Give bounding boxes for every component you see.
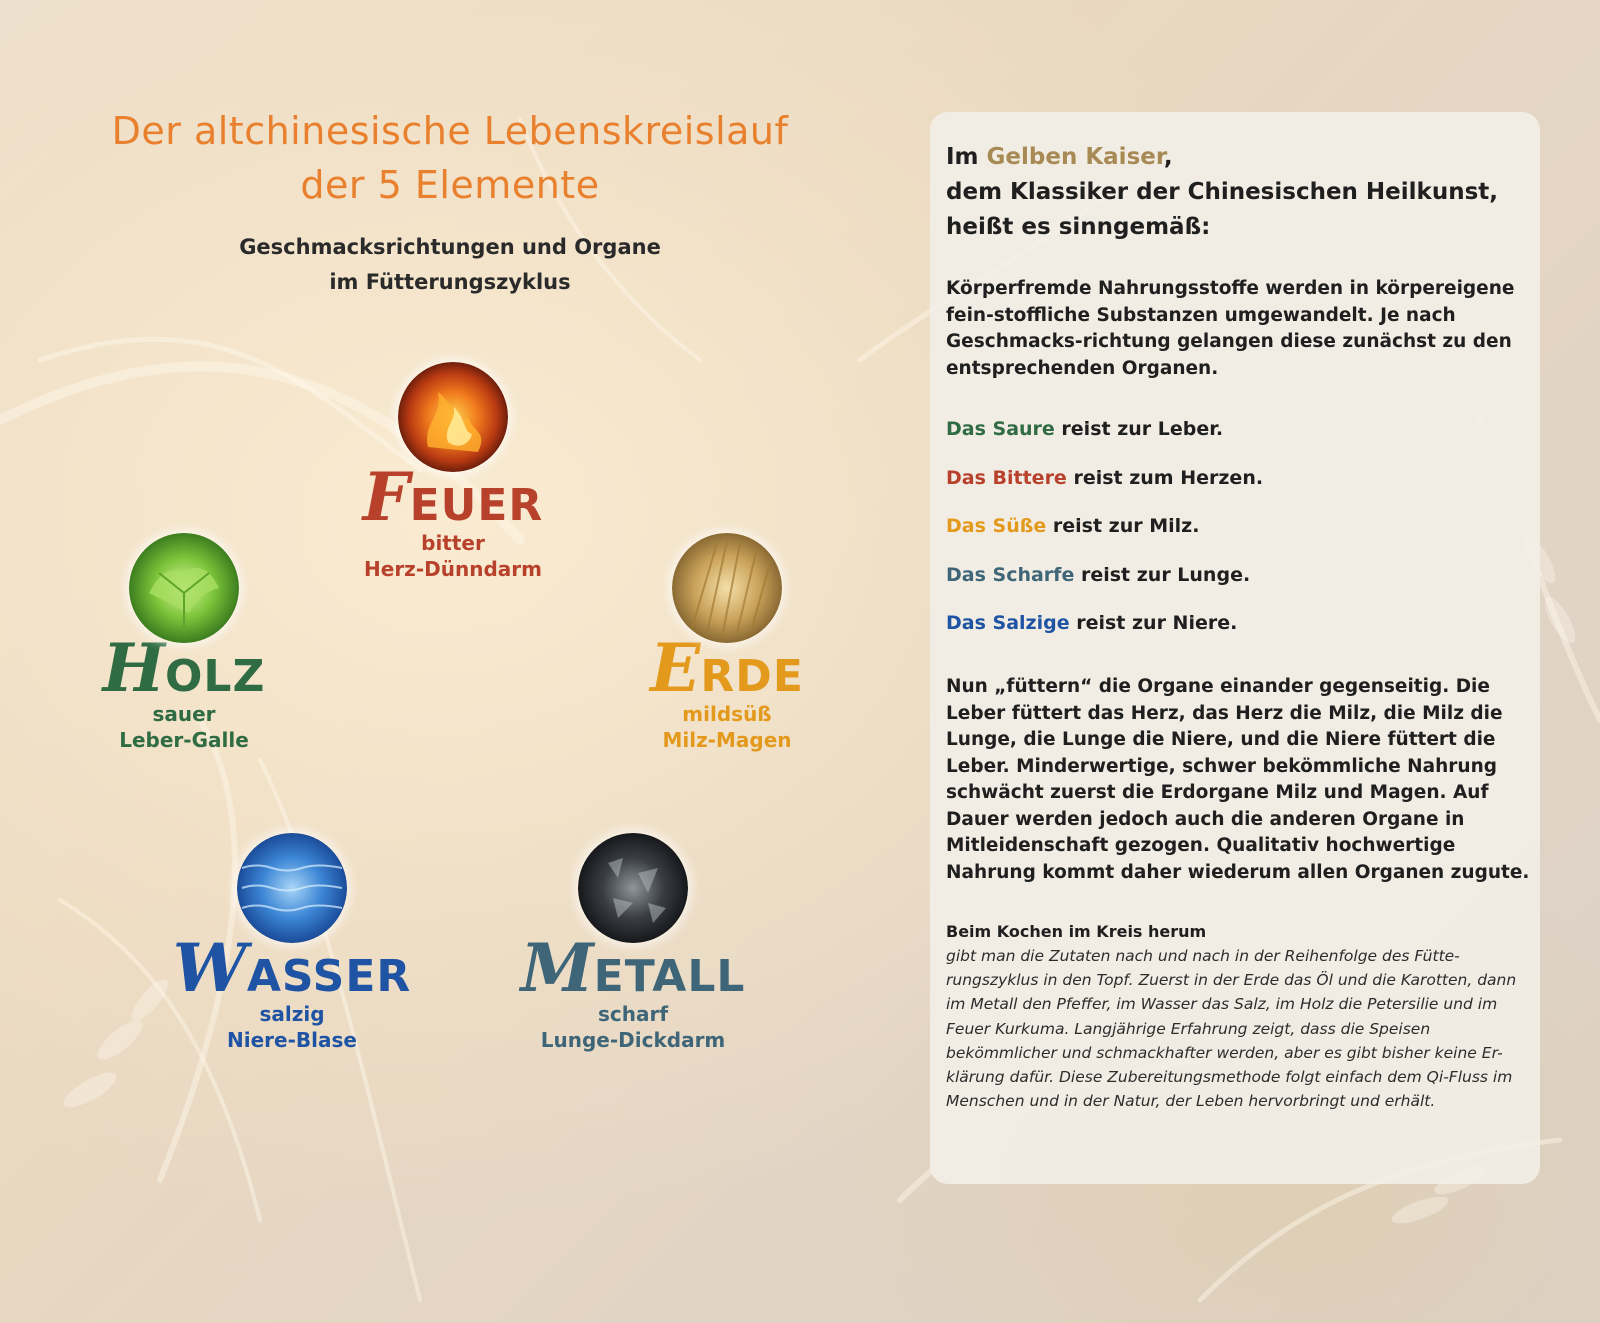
element-organ-wasser: Niere-Blase xyxy=(227,1028,357,1052)
leaf-ball-image xyxy=(129,533,239,643)
wheat-ball-image xyxy=(672,533,782,643)
element-name-erde: ERDE xyxy=(650,629,804,707)
element-taste-wasser: salzig xyxy=(259,1002,325,1026)
element-organ-metall: Lunge-Dickdarm xyxy=(540,1028,726,1052)
flow-item-bittere: Das Bittere reist zum Herzen. xyxy=(946,466,1264,489)
paragraph-cooking: gibt man die Zutaten nach und nach in der Reihenfolge des Fütte-rungszyklus in den Topf. Zuerst in der Erde das Öl und die Karotten, dann im Metall den Pfeffer, im Wasser das Salz, im Holz die Petersilie und im Feuer Kurkuma. Langjährige Erfahrung zeigt, dass die Speisen bekömmlicher und schmackhafter werden, aber es gibt bisher keine Er-klärung dafür. Diese Zubereitungsmethode folgt einfach dem Qi-Fluss im Menschen und in der Natur, der Leben hervorbringt und erhält. xyxy=(946,947,1517,1111)
water-ball-image xyxy=(237,833,347,943)
flow-item-salzige: Das Salzige reist zur Niere. xyxy=(946,612,1238,634)
flow-item-scharfe: Das Scharfe reist zur Lunge. xyxy=(946,563,1251,586)
element-organ-erde: Milz-Magen xyxy=(662,728,792,752)
element-erde xyxy=(587,533,867,753)
element-taste-holz: sauer xyxy=(152,702,216,726)
fire-ball-image xyxy=(398,362,508,472)
element-taste-feuer: bitter xyxy=(421,531,485,555)
gelben-kaiser-highlight: Gelben Kaiser xyxy=(986,144,1164,170)
element-wasser xyxy=(152,833,432,1053)
element-organ-holz: Leber-Galle xyxy=(119,728,249,752)
intro-line-3: heißt es sinngemäß: xyxy=(946,214,1211,240)
element-name-feuer: FEUER xyxy=(362,458,544,536)
intro-heading xyxy=(946,140,1526,245)
flow-item-suesse: Das Süße reist zur Milz. xyxy=(946,515,1200,537)
element-name-metall: METALL xyxy=(520,929,746,1007)
paragraph-transformation: Körperfremde Nahrungsstoffe werden in körpereigene fein-stoffliche Substanzen umgewandelt. Je nach Geschmacks-richtung gelangen diese zunächst zu den entsprechenden Organen. xyxy=(946,278,1515,379)
element-taste-metall: scharf xyxy=(597,1002,669,1026)
element-organ-feuer: Herz-Dünndarm xyxy=(364,557,542,581)
page-subtitle xyxy=(60,230,840,300)
cooking-heading: Beim Kochen im Kreis herum xyxy=(946,922,1207,941)
element-feuer xyxy=(313,362,593,582)
page-title xyxy=(60,104,840,212)
element-holz xyxy=(44,533,324,753)
element-taste-erde: mildsüß xyxy=(682,702,772,726)
title-line-2: der 5 Elemente xyxy=(300,163,600,207)
title-line-1: Der altchinesische Lebenskreislauf xyxy=(111,109,789,153)
intro-line-1: Im Gelben Kaiser, xyxy=(946,144,1173,170)
text-panel xyxy=(930,112,1540,1184)
element-name-holz: HOLZ xyxy=(102,629,266,707)
paragraph-feeding-cycle: Nun „füttern“ die Organe einander gegenseitig. Die Leber füttert das Herz, das Herz die Milz, die Milz die Lunge, die Lunge die Niere, und die Niere füttert die Leber. Minderwertige, schwer bekömmliche Nahrung schwächt zuerst die Erdorgane Milz und Magen. Auf Dauer werden jedoch auch die anderen Organe in Mitleidenschaft gezogen. Qualitativ hochwertige Nahrung kommt daher wiederum allen Organen zugute. xyxy=(946,676,1530,883)
subtitle-line-1: Geschmacksrichtungen und Organe xyxy=(239,235,661,259)
taste-flow-list xyxy=(946,416,1526,659)
metal-ball-image xyxy=(578,833,688,943)
intro-line-2: dem Klassiker der Chinesischen Heilkunst, xyxy=(946,179,1499,205)
element-name-wasser: WASSER xyxy=(172,929,412,1007)
subtitle-line-2: im Fütterungszyklus xyxy=(329,270,571,294)
element-metall xyxy=(493,833,773,1053)
flow-item-saure: Das Saure reist zur Leber. xyxy=(946,418,1224,440)
